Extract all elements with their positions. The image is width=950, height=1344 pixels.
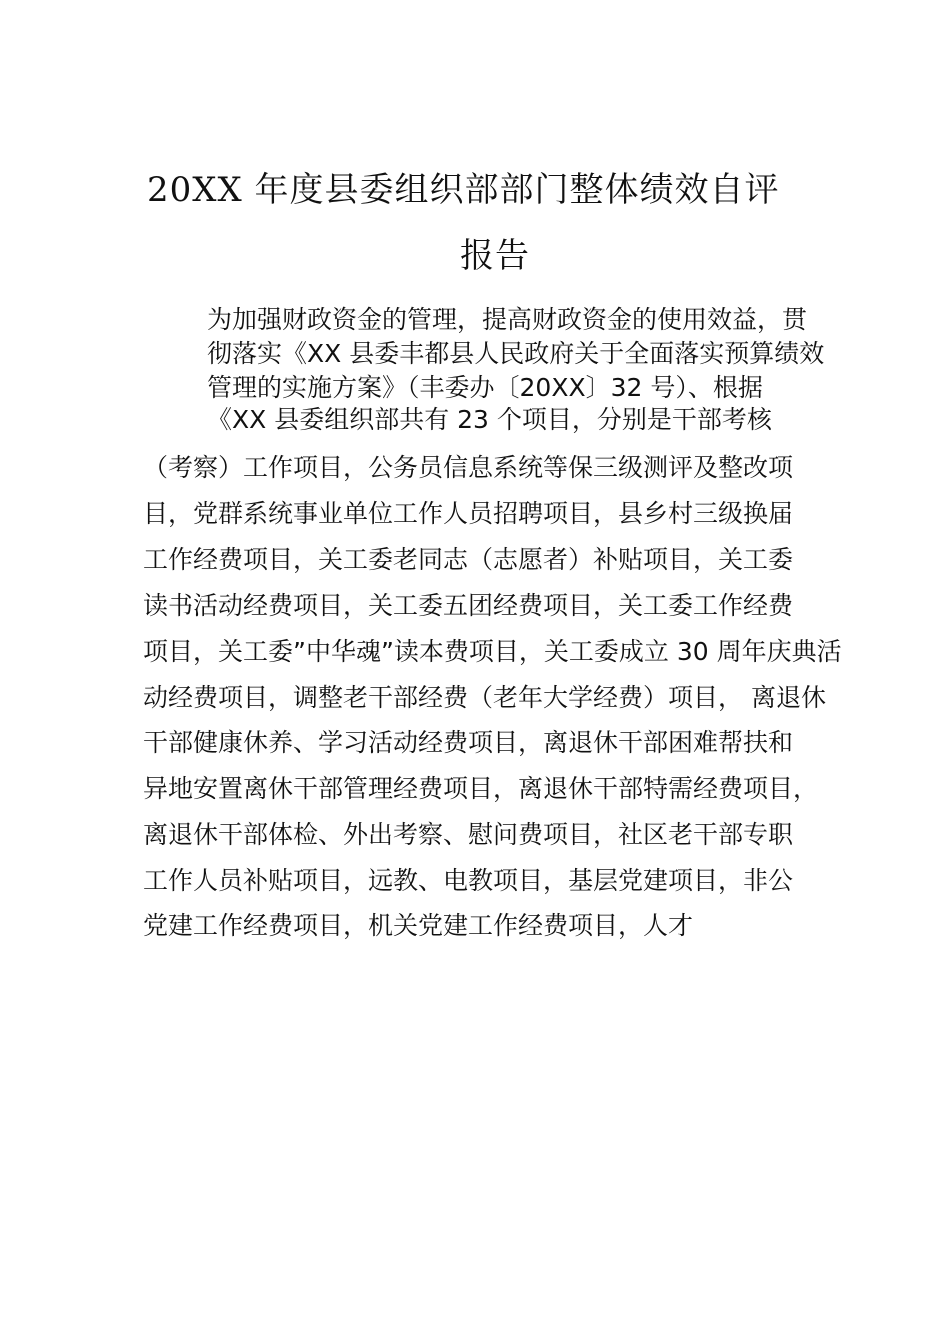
body-line-5: 项目，关工委”中华魂”读本费项目，关工委成立 30 周年庆典活 bbox=[143, 637, 842, 666]
document-title-line-1: 20XX 年度县委组织部部门整体绩效自评 bbox=[147, 170, 780, 210]
body-line-3: 工作经费项目，关工委老同志（志愿者）补贴项目，关工委 bbox=[143, 545, 794, 574]
body-line-11: 党建工作经费项目，机关党建工作经费项目，人才 bbox=[143, 911, 694, 940]
document-title-line-2: 报告 bbox=[460, 236, 530, 276]
intro-line-4: 《XX 县委组织部共有 23 个项目，分别是干部考核 bbox=[207, 405, 772, 434]
intro-line-3: 管理的实施方案》（丰委办〔20XX〕32 号）、根据 bbox=[207, 373, 763, 402]
body-line-4: 读书活动经费项目，关工委五团经费项目，关工委工作经费 bbox=[143, 591, 794, 620]
body-line-2: 目，党群系统事业单位工作人员招聘项目，县乡村三级换届 bbox=[143, 499, 794, 528]
body-line-10: 工作人员补贴项目，远教、电教项目，基层党建项目，非公 bbox=[143, 866, 794, 895]
body-line-9: 离退休干部体检、外出考察、慰问费项目，社区老干部专职 bbox=[143, 820, 794, 849]
intro-line-1: 为加强财政资金的管理，提高财政资金的使用效益，贯 bbox=[207, 305, 808, 334]
body-line-7: 干部健康休养、学习活动经费项目，离退休干部困难帮扶和 bbox=[143, 728, 794, 757]
body-line-8: 异地安置离休干部管理经费项目，离退休干部特需经费项目， bbox=[143, 774, 819, 803]
intro-line-2: 彻落实《XX 县委丰都县人民政府关于全面落实预算绩效 bbox=[207, 339, 825, 368]
body-line-1: （考察）工作项目，公务员信息系统等保三级测评及整改项 bbox=[143, 453, 794, 482]
body-line-6: 动经费项目，调整老干部经费（老年大学经费）项目， 离退休 bbox=[143, 683, 826, 712]
